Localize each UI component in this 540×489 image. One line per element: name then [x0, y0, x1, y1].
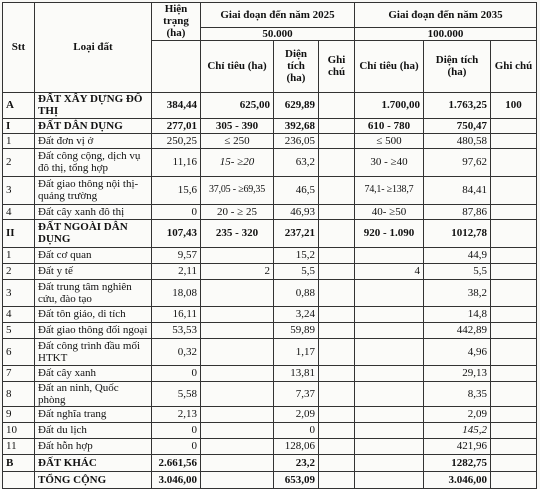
table-row — [3, 92, 537, 118]
row-current: 0 — [152, 204, 201, 219]
table-row — [3, 219, 537, 247]
row-note-2035 — [491, 454, 537, 471]
header-note-2025: Ghi chú — [319, 40, 355, 92]
header-blank — [152, 40, 201, 92]
row-current: 0 — [152, 365, 201, 381]
row-stt: 3 — [3, 279, 35, 306]
row-note-2035 — [491, 219, 537, 247]
row-target-2035 — [355, 381, 424, 406]
row-name: Đất trung tâm nghiên cứu, đào tạo — [35, 279, 152, 306]
header-population-2035: 100.000 — [355, 27, 537, 40]
row-area-2035: 29,13 — [424, 365, 491, 381]
header-current-unit: (ha) — [152, 27, 201, 40]
header-area-2025: Diện tích (ha) — [274, 40, 319, 92]
table-row — [3, 322, 537, 338]
row-area-2025: 237,21 — [274, 219, 319, 247]
row-stt: 4 — [3, 306, 35, 322]
row-stt: 1 — [3, 133, 35, 148]
table-row — [3, 148, 537, 176]
row-area-2035: 480,58 — [424, 133, 491, 148]
row-area-2035: 14,8 — [424, 306, 491, 322]
row-note-2025 — [319, 279, 355, 306]
row-target-2025 — [201, 471, 274, 488]
row-note-2035 — [491, 118, 537, 133]
row-note-2035 — [491, 322, 537, 338]
row-target-2025: 2 — [201, 263, 274, 279]
row-stt: 2 — [3, 263, 35, 279]
row-note-2025 — [319, 148, 355, 176]
row-target-2025: ≤ 250 — [201, 133, 274, 148]
row-target-2025 — [201, 322, 274, 338]
row-area-2025: 0,88 — [274, 279, 319, 306]
row-stt: 2 — [3, 148, 35, 176]
row-name: ĐẤT DÂN DỤNG — [35, 118, 152, 133]
header-stt: Stt — [3, 3, 35, 93]
table-row — [3, 306, 537, 322]
row-current: 107,43 — [152, 219, 201, 247]
row-name: Đất đơn vị ở — [35, 133, 152, 148]
row-stt: I — [3, 118, 35, 133]
row-target-2035 — [355, 365, 424, 381]
row-area-2035: 145,2 — [424, 422, 491, 438]
row-name: Đất công cộng, dịch vụ đô thị, tổng hợp — [35, 148, 152, 176]
row-target-2025: 625,00 — [201, 92, 274, 118]
row-note-2025 — [319, 406, 355, 422]
row-target-2035: 30 - ≥40 — [355, 148, 424, 176]
table-row — [3, 118, 537, 133]
row-name: Đất công trình đầu mối HTKT — [35, 338, 152, 365]
table-row-total — [3, 471, 537, 488]
row-area-2035: 1282,75 — [424, 454, 491, 471]
table-row — [3, 176, 537, 204]
row-name: Đất y tế — [35, 263, 152, 279]
table-row — [3, 247, 537, 263]
row-area-2035: 84,41 — [424, 176, 491, 204]
row-area-2025: 653,09 — [274, 471, 319, 488]
row-note-2025 — [319, 219, 355, 247]
row-name: Đất giao thông nội thị-quảng trường — [35, 176, 152, 204]
row-stt: 7 — [3, 365, 35, 381]
row-area-2025: 1,17 — [274, 338, 319, 365]
row-target-2025: 20 - ≥ 25 — [201, 204, 274, 219]
row-area-2035: 4,96 — [424, 338, 491, 365]
table-row — [3, 438, 537, 454]
row-area-2035: 1012,78 — [424, 219, 491, 247]
row-area-2035: 1.763,25 — [424, 92, 491, 118]
row-current: 384,44 — [152, 92, 201, 118]
row-area-2035: 8,35 — [424, 381, 491, 406]
row-note-2025 — [319, 381, 355, 406]
row-current: 9,57 — [152, 247, 201, 263]
row-note-2025 — [319, 422, 355, 438]
row-area-2035: 87,86 — [424, 204, 491, 219]
row-current: 0 — [152, 422, 201, 438]
row-area-2025: 629,89 — [274, 92, 319, 118]
row-area-2035: 2,09 — [424, 406, 491, 422]
row-current: 2,11 — [152, 263, 201, 279]
row-target-2035 — [355, 279, 424, 306]
row-note-2025 — [319, 247, 355, 263]
row-note-2025 — [319, 133, 355, 148]
row-name: Đất cây xanh — [35, 365, 152, 381]
row-note-2035 — [491, 148, 537, 176]
row-note-2025 — [319, 454, 355, 471]
row-stt: 5 — [3, 322, 35, 338]
row-current: 5,58 — [152, 381, 201, 406]
row-target-2035: ≤ 500 — [355, 133, 424, 148]
row-name: Đất cơ quan — [35, 247, 152, 263]
row-stt: B — [3, 454, 35, 471]
table-row — [3, 406, 537, 422]
row-stt: 11 — [3, 438, 35, 454]
row-name: Đất giao thông đối ngoại — [35, 322, 152, 338]
row-note-2035 — [491, 471, 537, 488]
row-target-2025 — [201, 365, 274, 381]
row-area-2035: 97,62 — [424, 148, 491, 176]
row-note-2025 — [319, 118, 355, 133]
row-target-2025 — [201, 279, 274, 306]
table-row — [3, 204, 537, 219]
row-target-2035: 920 - 1.090 — [355, 219, 424, 247]
row-area-2025: 0 — [274, 422, 319, 438]
row-current: 2,13 — [152, 406, 201, 422]
row-area-2035: 3.046,00 — [424, 471, 491, 488]
row-target-2025 — [201, 247, 274, 263]
row-target-2035 — [355, 471, 424, 488]
row-target-2025: 305 - 390 — [201, 118, 274, 133]
row-note-2025 — [319, 471, 355, 488]
row-area-2025: 59,89 — [274, 322, 319, 338]
row-target-2035 — [355, 306, 424, 322]
row-note-2035 — [491, 204, 537, 219]
row-note-2035 — [491, 338, 537, 365]
row-area-2025: 236,05 — [274, 133, 319, 148]
row-current: 18,08 — [152, 279, 201, 306]
row-area-2025: 7,37 — [274, 381, 319, 406]
row-current: 277,01 — [152, 118, 201, 133]
row-name: Đất cây xanh đô thị — [35, 204, 152, 219]
row-target-2025: 37,05 - ≥69,35 — [201, 176, 274, 204]
row-target-2025 — [201, 306, 274, 322]
table-row — [3, 422, 537, 438]
row-target-2025 — [201, 422, 274, 438]
row-stt: 4 — [3, 204, 35, 219]
row-area-2025: 392,68 — [274, 118, 319, 133]
row-target-2035: 610 - 780 — [355, 118, 424, 133]
header-target-2025: Chỉ tiêu (ha) — [201, 40, 274, 92]
row-note-2025 — [319, 306, 355, 322]
header-population-2025: 50.000 — [201, 27, 355, 40]
header-land-type: Loại đất — [35, 3, 152, 93]
row-stt: 10 — [3, 422, 35, 438]
header-target-2035: Chỉ tiêu (ha) — [355, 40, 424, 92]
row-target-2035 — [355, 454, 424, 471]
row-note-2025 — [319, 263, 355, 279]
row-target-2025 — [201, 338, 274, 365]
row-target-2025: 15- ≥20 — [201, 148, 274, 176]
row-name: Đất tôn giáo, di tích — [35, 306, 152, 322]
table-row — [3, 279, 537, 306]
row-target-2025 — [201, 381, 274, 406]
row-target-2035 — [355, 406, 424, 422]
row-stt: 8 — [3, 381, 35, 406]
row-target-2025 — [201, 406, 274, 422]
header-current-status: Hiện trạng — [152, 3, 201, 28]
table-row — [3, 454, 537, 471]
table-row — [3, 133, 537, 148]
row-area-2035: 5,5 — [424, 263, 491, 279]
row-note-2035 — [491, 263, 537, 279]
row-target-2035 — [355, 322, 424, 338]
row-note-2035 — [491, 133, 537, 148]
row-note-2035 — [491, 279, 537, 306]
row-note-2025 — [319, 204, 355, 219]
row-target-2035: 74,1- ≥138,7 — [355, 176, 424, 204]
row-current: 2.661,56 — [152, 454, 201, 471]
row-stt: 1 — [3, 247, 35, 263]
row-target-2025 — [201, 454, 274, 471]
row-area-2035: 38,2 — [424, 279, 491, 306]
row-target-2035: 4 — [355, 263, 424, 279]
row-current: 11,16 — [152, 148, 201, 176]
header-area-2035: Diện tích (ha) — [424, 40, 491, 92]
row-current: 15,6 — [152, 176, 201, 204]
row-area-2025: 3,24 — [274, 306, 319, 322]
row-area-2025: 2,09 — [274, 406, 319, 422]
row-name: Đất du lịch — [35, 422, 152, 438]
row-note-2025 — [319, 438, 355, 454]
row-note-2025 — [319, 176, 355, 204]
land-use-table — [2, 2, 537, 489]
row-note-2035 — [491, 422, 537, 438]
table-row — [3, 263, 537, 279]
header-period-2025: Giai đoạn đến năm 2025 — [201, 3, 355, 28]
row-area-2025: 23,2 — [274, 454, 319, 471]
row-note-2035 — [491, 176, 537, 204]
header-note-2035: Ghi chú — [491, 40, 537, 92]
row-stt: II — [3, 219, 35, 247]
row-target-2025: 235 - 320 — [201, 219, 274, 247]
row-note-2035 — [491, 406, 537, 422]
row-name: ĐẤT KHÁC — [35, 454, 152, 471]
row-note-2025 — [319, 338, 355, 365]
row-target-2035 — [355, 438, 424, 454]
row-current: 250,25 — [152, 133, 201, 148]
row-area-2025: 46,5 — [274, 176, 319, 204]
row-note-2025 — [319, 92, 355, 118]
row-area-2025: 46,93 — [274, 204, 319, 219]
row-note-2035 — [491, 306, 537, 322]
row-note-2025 — [319, 365, 355, 381]
row-stt: A — [3, 92, 35, 118]
row-note-2035: 100 — [491, 92, 537, 118]
row-target-2035 — [355, 338, 424, 365]
row-note-2035 — [491, 381, 537, 406]
row-target-2035: 40- ≥50 — [355, 204, 424, 219]
row-area-2035: 44,9 — [424, 247, 491, 263]
row-name: Đất hỗn hợp — [35, 438, 152, 454]
row-area-2035: 750,47 — [424, 118, 491, 133]
row-note-2035 — [491, 247, 537, 263]
row-current: 53,53 — [152, 322, 201, 338]
row-name: ĐẤT XÂY DỰNG ĐÔ THỊ — [35, 92, 152, 118]
row-area-2035: 442,89 — [424, 322, 491, 338]
row-current: 3.046,00 — [152, 471, 201, 488]
row-current: 16,11 — [152, 306, 201, 322]
row-area-2025: 13,81 — [274, 365, 319, 381]
row-target-2035: 1.700,00 — [355, 92, 424, 118]
row-name: TỔNG CỘNG — [35, 471, 152, 488]
row-stt: 9 — [3, 406, 35, 422]
row-note-2025 — [319, 322, 355, 338]
row-name: Đất nghĩa trang — [35, 406, 152, 422]
row-stt: 3 — [3, 176, 35, 204]
row-stt: 6 — [3, 338, 35, 365]
row-target-2035 — [355, 422, 424, 438]
row-target-2025 — [201, 438, 274, 454]
row-area-2025: 5,5 — [274, 263, 319, 279]
row-note-2035 — [491, 365, 537, 381]
row-area-2025: 63,2 — [274, 148, 319, 176]
row-current: 0 — [152, 438, 201, 454]
row-target-2035 — [355, 247, 424, 263]
row-current: 0,32 — [152, 338, 201, 365]
row-name: Đất an ninh, Quốc phòng — [35, 381, 152, 406]
row-area-2035: 421,96 — [424, 438, 491, 454]
row-area-2025: 128,06 — [274, 438, 319, 454]
table-row — [3, 381, 537, 406]
table-row — [3, 338, 537, 365]
row-name: ĐẤT NGOÀI DÂN DỤNG — [35, 219, 152, 247]
row-area-2025: 15,2 — [274, 247, 319, 263]
row-note-2035 — [491, 438, 537, 454]
table-row — [3, 365, 537, 381]
header-period-2035: Giai đoạn đến năm 2035 — [355, 3, 537, 28]
row-stt — [3, 471, 35, 488]
